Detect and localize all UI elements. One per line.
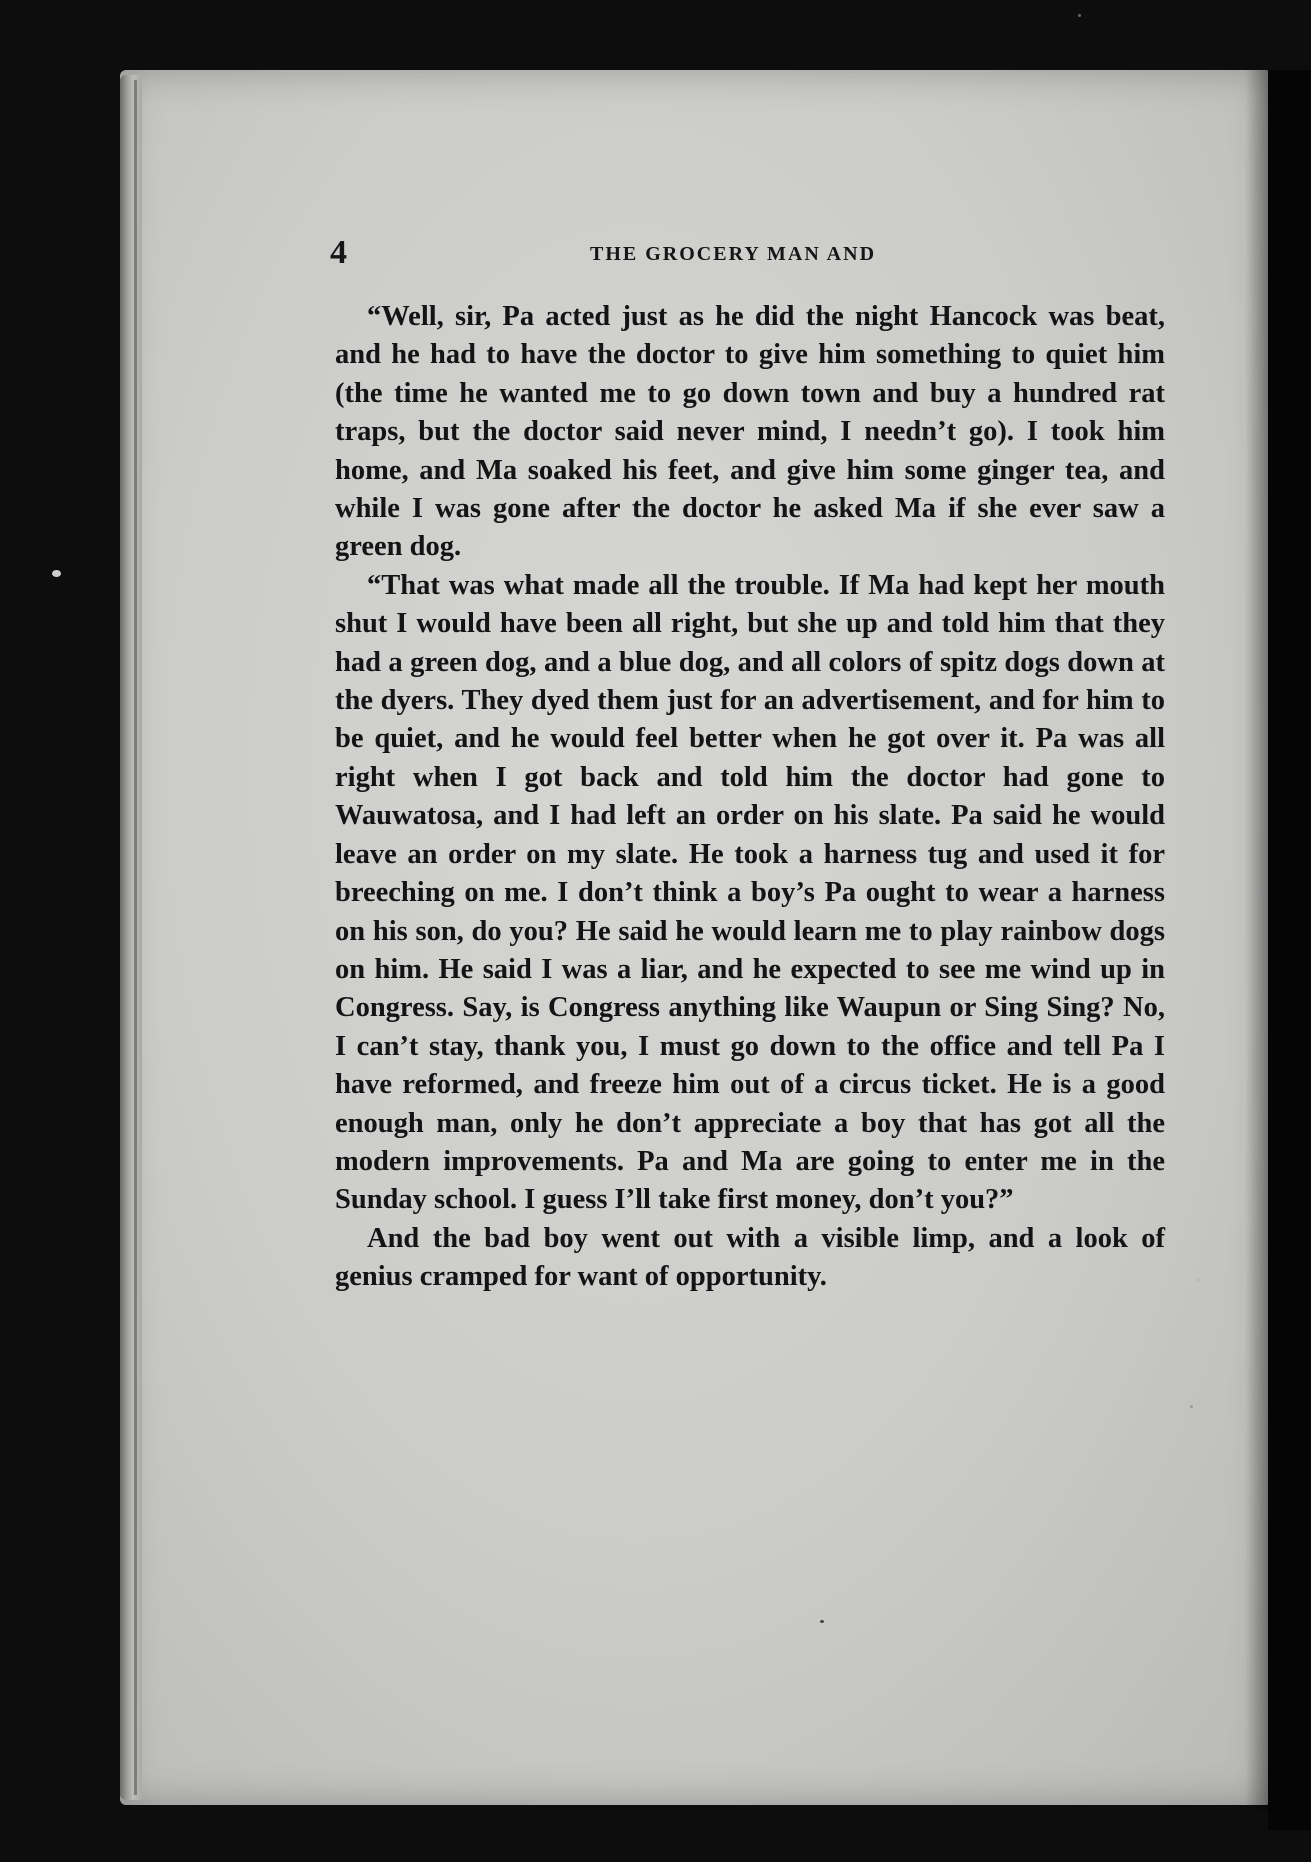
scan-border-right [1268,70,1311,1830]
paragraph: “That was what made all the trouble. If Ma had kept her mouth shut I would have been all right, but she up and told him that they had a green dog, and a blue dog, and all colors of spitz dogs down at the dyers. They dyed them just for an advertisement, and for him to be quiet, and he would feel better when he got over it. Pa was all right when I got back and told him the doctor had gone to Wauwatosa, and I had left an order on his slate. Pa said he would leave an order on my slate. He took a harness tug and used it for breeching on me. I don’t think a boy’s Pa ought to wear a harness on his son, do you? He said he would learn me to play rainbow dogs on him. He said I was a liar, and he expected to see me wind up in Congress. Say, is Congress anything like Waupun or Sing Sing? No, I can’t stay, thank you, I must go down to the office and tell Pa I have reformed, and freeze him out of a circus ticket. He is a good enough man, only he don’t appreciate a boy that has got all the modern improvements. Pa and Ma are going to enter me in the Sunday school. I guess I’ll take first money, don’t you?” [335,569,1165,1216]
page-header [330,234,1180,274]
body-text [335,298,1165,1297]
dust-speck [1196,1278,1200,1282]
dust-speck [820,1620,824,1623]
binding-line [134,80,137,1795]
page-number: 4 [330,234,347,271]
dust-speck [52,570,61,577]
dust-speck [1078,14,1081,17]
page-edge-shadow [1245,70,1270,1810]
dust-speck [1190,1405,1193,1408]
paragraph: “Well, sir, Pa acted just as he did the night Hancock was beat, and he had to have the doctor to give him something to quiet him (the time he wanted me to go down town and buy a hundred rat traps, but the doctor said never mind, I needn’t go). I took him home, and Ma soaked his feet, and give him some ginger tea, and while I was gone after the doctor he asked Ma if she ever saw a green dog. [335,301,1165,563]
book-binding-edge [120,75,142,1800]
running-head: THE GROCERY MAN AND [590,243,877,265]
paragraph: And the bad boy went out with a visible limp, and a look of genius cramped for want of opportunity. [335,1222,1165,1293]
